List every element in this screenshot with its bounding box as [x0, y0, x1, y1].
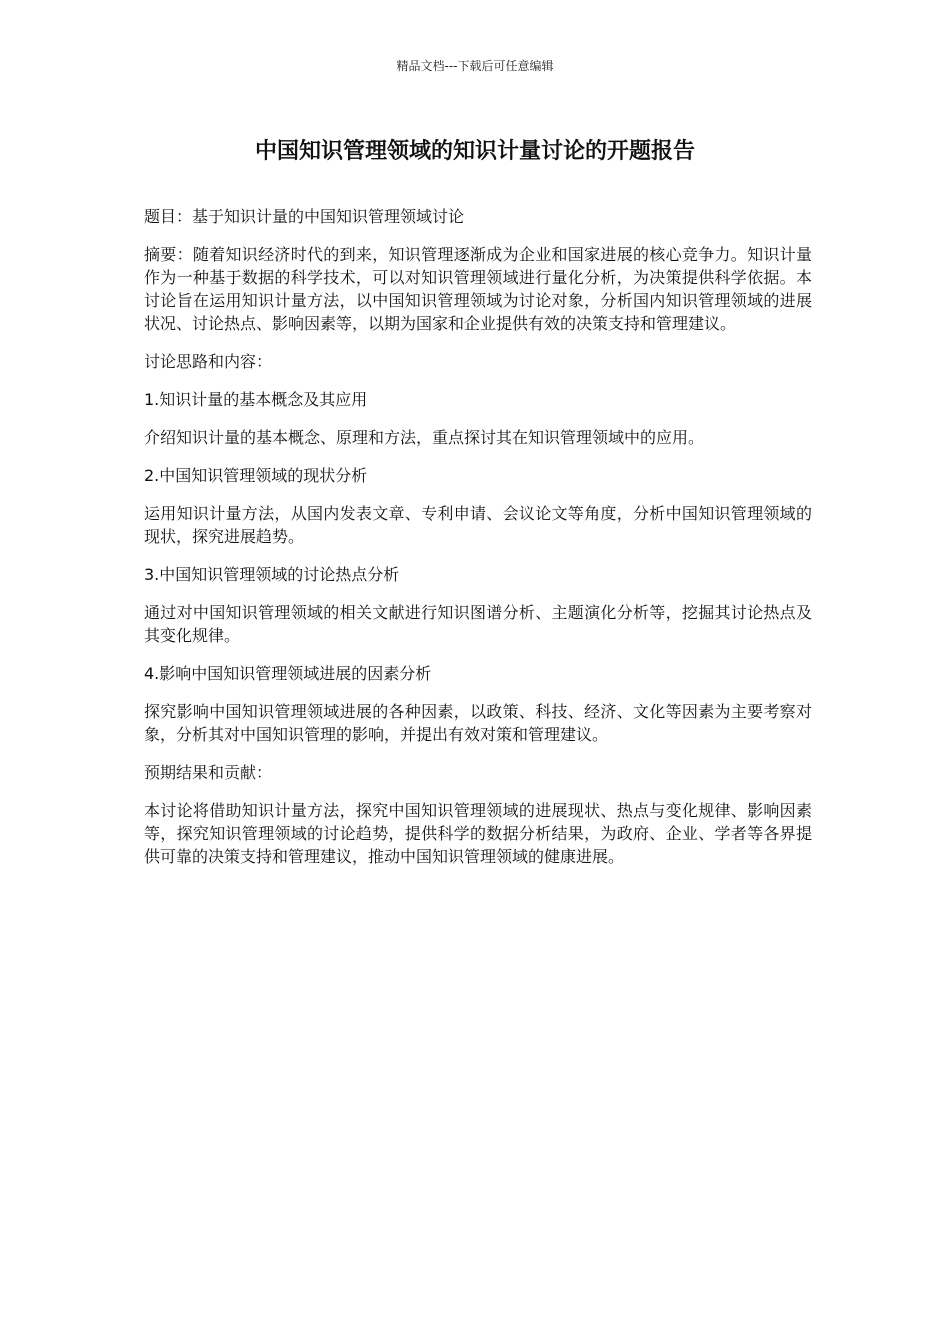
subsection-body-4: 探究影响中国知识管理领域进展的各种因素，以政策、科技、经济、文化等因素为主要考察对象，分析其对中国知识管理的影响，并提出有效对策和管理建议。 — [144, 702, 812, 744]
abstract-paragraph: 摘要：随着知识经济时代的到来，知识管理逐渐成为企业和国家进展的核心竞争力。知识计量作为一种基于数据的科学技术，可以对知识管理领域进行量化分析，为决策提供科学依据。本讨论旨在运用知识计量方法，以中国知识管理领域为讨论对象，分析国内知识管理领域的进展状况、讨论热点、影响因素等，以期为国家和企业提供有效的决策支持和管理建议。 — [144, 245, 812, 333]
subsection-body-1: 介绍知识计量的基本概念、原理和方法，重点探讨其在知识管理领域中的应用。 — [144, 428, 705, 447]
document-title: 中国知识管理领域的知识计量讨论的开题报告 — [254, 139, 695, 164]
document-body — [144, 205, 812, 883]
section-heading-results: 预期结果和贡献： — [144, 763, 273, 782]
subsection-body-2: 运用知识计量方法，从国内发表文章、专利申请、会议论文等角度，分析中国知识管理领域的现状，探究进展趋势。 — [144, 504, 812, 546]
subsection-heading-3: 3.中国知识管理领域的讨论热点分析 — [144, 565, 400, 584]
subsection-heading-4: 4.影响中国知识管理领域进展的因素分析 — [144, 664, 432, 683]
results-paragraph: 本讨论将借助知识计量方法，探究中国知识管理领域的进展现状、热点与变化规律、影响因素等，探究知识管理领域的讨论趋势，提供科学的数据分析结果，为政府、企业、学者等各界提供可靠的决策支持和管理建议，推动中国知识管理领域的健康进展。 — [144, 801, 812, 866]
subsection-heading-2: 2.中国知识管理领域的现状分析 — [144, 466, 368, 485]
subsection-heading-1: 1.知识计量的基本概念及其应用 — [144, 390, 368, 409]
topic-line: 题目：基于知识计量的中国知识管理领域讨论 — [144, 207, 465, 226]
header-note: 精品文档---下载后可任意编辑 — [396, 59, 554, 73]
subsection-body-3: 通过对中国知识管理领域的相关文献进行知识图谱分析、主题演化分析等，挖掘其讨论热点及其变化规律。 — [144, 603, 812, 645]
section-heading-approach: 讨论思路和内容： — [144, 352, 273, 371]
